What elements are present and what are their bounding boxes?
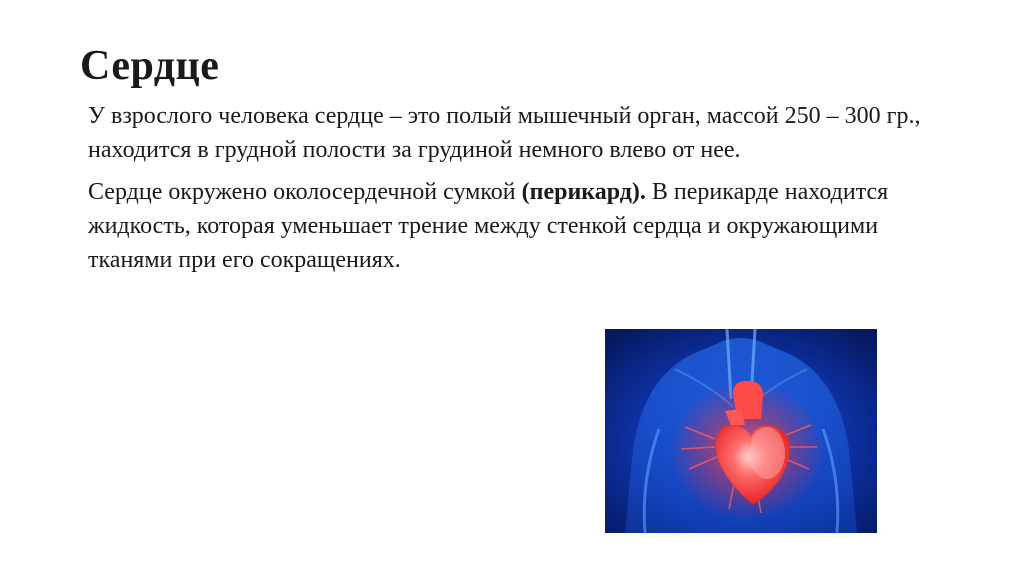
pericardium-text-before: Сердце окружено околосердечной сумкой: [88, 179, 522, 205]
heart-anatomy-image: [605, 329, 877, 533]
paragraph-pericardium: [88, 175, 948, 277]
paragraph-heart-description: У взрослого человека сердце – это полый мышечный орган, массой 250 – 300 гр., находится в грудной полости за грудиной немного влево от нее.: [88, 103, 921, 163]
pericardium-term: (перикард).: [521, 179, 646, 205]
slide-body: [88, 99, 948, 285]
pericardium-text-after: В перикарде находится жидкость, которая уменьшает трение между стенкой сердца и окружающими тканями при его сокращениях.: [88, 179, 889, 273]
slide-title: Сердце: [80, 43, 220, 89]
